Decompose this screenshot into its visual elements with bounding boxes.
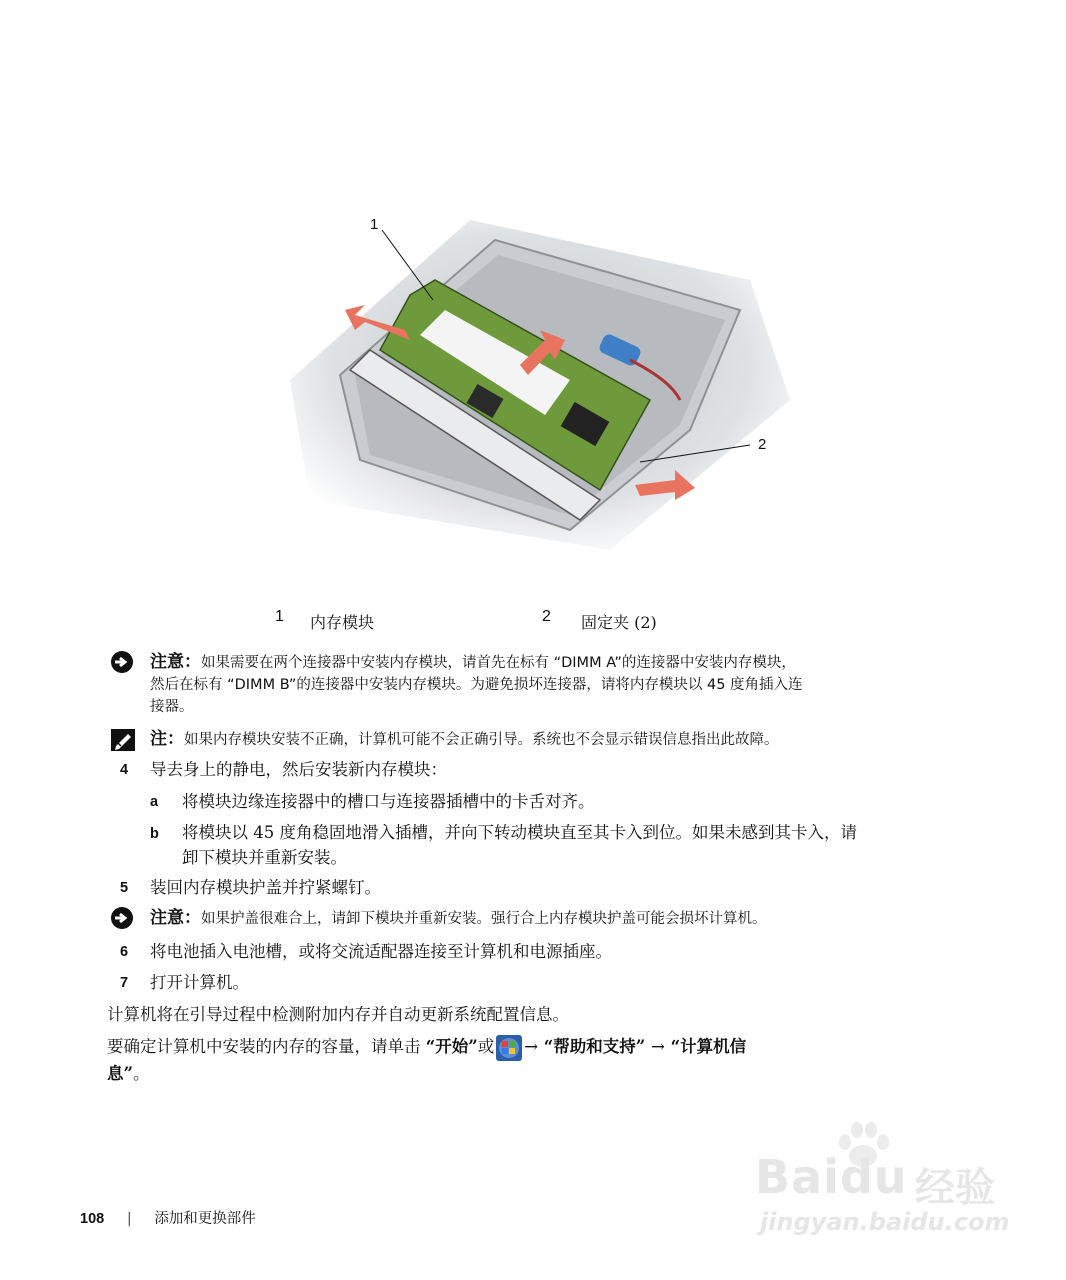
step-5-number: 5 (120, 880, 129, 896)
callout-2: 2 (758, 436, 767, 453)
page-number: 108 (80, 1211, 105, 1227)
step-7-text: 打开计算机。 (150, 973, 249, 992)
page-footer (80, 1207, 256, 1228)
step-7-number: 7 (120, 975, 129, 991)
note (150, 728, 960, 751)
step-6-text: 将电池插入电池槽，或将交流适配器连接至计算机和电源插座。 (150, 942, 612, 961)
notice-icon (110, 650, 134, 674)
step-4-text: 导去身上的静电，然后安装新内存模块： (150, 760, 447, 779)
step-5-text: 装回内存模块护盖并拧紧螺钉。 (150, 878, 381, 897)
step-4b-line-2: 卸下模块并重新安装。 (182, 848, 347, 867)
windows-start-icon[interactable] (496, 1035, 522, 1061)
help-support-link[interactable]: “帮助和支持” (538, 1037, 652, 1056)
notice-caution-1 (150, 651, 960, 718)
section-title: 添加和更换部件 (154, 1211, 256, 1227)
arrow-2: → (651, 1037, 665, 1056)
notice-2-text: 如果护盖很难合上，请卸下模块并重新安装。强行合上内存模块护盖可能会损坏计算机。 (201, 911, 767, 927)
note-label: 注： (150, 729, 184, 749)
callout-1: 1 (370, 216, 379, 233)
notice-label: 注意： (150, 908, 201, 928)
paragraph-memory-detect: 计算机将在引导过程中检测附加内存并自动更新系统配置信息。 (107, 1005, 569, 1024)
watermark-url: jingyan.baidu.com (760, 1208, 1010, 1236)
step-4-number: 4 (120, 762, 129, 778)
illustration-svg (270, 200, 800, 560)
pencil-note-icon (110, 728, 134, 752)
legend-label-2: 固定夹 (2) (581, 613, 657, 632)
watermark-cn: 经验 (915, 1165, 995, 1211)
legend-num-2: 2 (542, 608, 551, 625)
notice-line-2: 然后在标有 “DIMM B”的连接器中安装内存模块。为避免损坏连接器，请将内存模块以 45 度角插入连 (150, 677, 803, 693)
para2-prefix: 要确定计算机中安装的内存的容量，请单击 (107, 1037, 426, 1056)
notice-line-1: 如果需要在两个连接器中安装内存模块，请首先在标有 “DIMM A”的连接器中安装内存模块， (201, 655, 796, 671)
arrow-1: → (524, 1037, 539, 1056)
memory-module-illustration (270, 200, 800, 560)
para2-or: 或 (477, 1037, 495, 1056)
computer-info-link-line-2[interactable]: 息” (107, 1063, 133, 1083)
step-4a-label: a (150, 794, 159, 810)
legend-label-1: 内存模块 (310, 613, 375, 632)
step-4a-text: 将模块边缘连接器中的槽口与连接器插槽中的卡舌对齐。 (182, 792, 595, 811)
notice-caution-2 (150, 907, 960, 930)
notice-label: 注意： (150, 652, 201, 672)
step-6-number: 6 (120, 944, 129, 960)
para2-end: 。 (133, 1063, 150, 1083)
computer-info-link-line-1[interactable]: “计算机信 (664, 1037, 747, 1056)
step-4b-text (182, 820, 972, 870)
notice-line-3: 接器。 (150, 699, 194, 715)
step-4b-line-1: 将模块以 45 度角稳固地滑入插槽，并向下转动模块直至其卡入到位。如果未感到其卡入，请 (182, 823, 857, 842)
paragraph-check-memory (107, 1034, 927, 1086)
step-4b-label: b (150, 826, 159, 842)
start-link[interactable]: “开始” (425, 1037, 478, 1056)
notice-icon (110, 906, 134, 930)
note-text: 如果内存模块安装不正确，计算机可能不会正确引导。系统也不会显示错误信息指出此故障。 (184, 732, 779, 748)
footer-separator: | (126, 1211, 132, 1227)
baidu-jingyan-watermark (755, 1150, 1045, 1240)
watermark-brand: Baidu (755, 1150, 908, 1204)
legend-num-1: 1 (275, 608, 284, 625)
